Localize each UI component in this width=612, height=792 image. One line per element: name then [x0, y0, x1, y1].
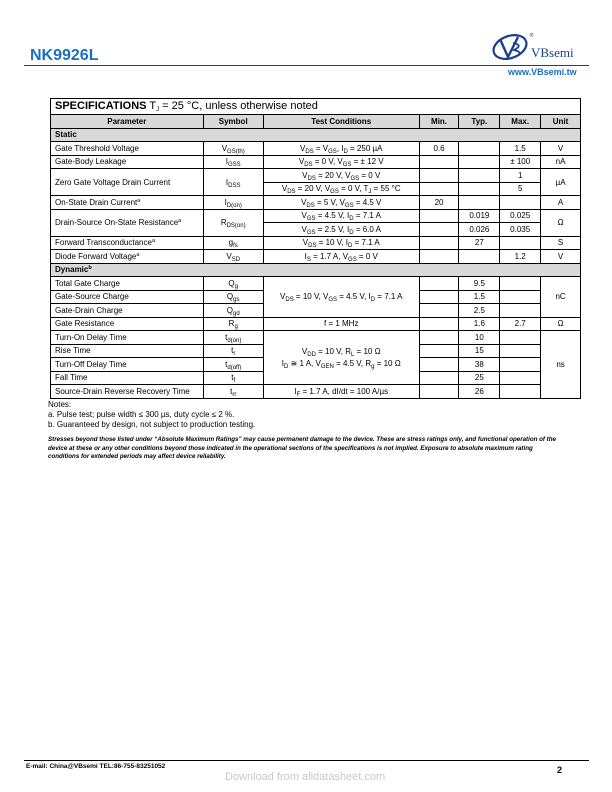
- min: [419, 331, 459, 345]
- typ: 1.6: [459, 317, 500, 331]
- max: [500, 385, 541, 399]
- section-dynamic: Dynamic$^b$: [51, 263, 581, 277]
- min: [419, 250, 459, 264]
- symbol: $Q_g$: [203, 277, 263, 291]
- typ: [459, 182, 500, 196]
- min: [419, 304, 459, 318]
- col-max: Max.: [500, 115, 541, 129]
- param: On-State Drain Current$^a$: [51, 196, 204, 210]
- symbol: $V_{GS(th)}$: [203, 142, 263, 156]
- min: [419, 371, 459, 385]
- table-row: [51, 209, 581, 223]
- notes: [48, 400, 255, 430]
- symbol: $Q_{gs}$: [203, 290, 263, 304]
- param: Forward Transconductance$^a$: [51, 236, 204, 250]
- param: Gate-Drain Charge: [51, 304, 204, 318]
- condition: f = 1 MHz: [263, 317, 419, 331]
- param: Gate Resistance: [51, 317, 204, 331]
- min: [419, 344, 459, 358]
- specifications-table: [50, 98, 581, 399]
- unit: V: [541, 250, 581, 264]
- max: 1.5: [500, 142, 541, 156]
- typ: 2.5: [459, 304, 500, 318]
- param: Diode Forward Voltage$^a$: [51, 250, 204, 264]
- max: [500, 277, 541, 291]
- max: [500, 236, 541, 250]
- condition: $V_{DS} = 10$ V, $I_D = 7.1$ A: [263, 236, 419, 250]
- max: ± 100: [500, 155, 541, 169]
- param: Turn-On Delay Time: [51, 331, 204, 345]
- unit: nC: [541, 277, 581, 318]
- symbol: $I_{D(on)}$: [203, 196, 263, 210]
- col-min: Min.: [419, 115, 459, 129]
- symbol: $t_f$: [203, 371, 263, 385]
- unit: Ω: [541, 209, 581, 236]
- table-row: [51, 385, 581, 399]
- typ: 0.026: [459, 223, 500, 237]
- max: [500, 358, 541, 372]
- min: [419, 236, 459, 250]
- condition: $V_{GS} = 4.5$ V, $I_D = 7.1$ A: [263, 209, 419, 223]
- max: 0.025: [500, 209, 541, 223]
- min: [419, 277, 459, 291]
- param: Zero Gate Voltage Drain Current: [51, 169, 204, 196]
- param: Drain-Source On-State Resistance$^a$: [51, 209, 204, 236]
- symbol: $t_{rr}$: [203, 385, 263, 399]
- table-row: [51, 196, 581, 210]
- max: [500, 304, 541, 318]
- max: [500, 196, 541, 210]
- param: Fall Time: [51, 371, 204, 385]
- column-headers: [51, 115, 581, 129]
- unit: A: [541, 196, 581, 210]
- logo-text: VBsemi: [531, 45, 574, 60]
- symbol: $t_{d(off)}$: [203, 358, 263, 372]
- col-unit: Unit: [541, 115, 581, 129]
- param: Source-Drain Reverse Recovery Time: [51, 385, 204, 399]
- typ: 10: [459, 331, 500, 345]
- table-row: [51, 250, 581, 264]
- typ: [459, 250, 500, 264]
- table-row: [51, 317, 581, 331]
- max: 0.035: [500, 223, 541, 237]
- param: Turn-Off Delay Time: [51, 358, 204, 372]
- condition: $V_{DS} = 20$ V, $V_{GS} = 0$ V: [263, 169, 419, 183]
- min: [419, 358, 459, 372]
- notes-label: Notes:: [48, 400, 72, 409]
- stress-disclaimer: Stresses beyond those listed under “Absolute Maximum Ratings” may cause permanent damage to the device. These are stress ratings only, and functional operation of the device at these or any other conditions beyond those indicated in the operational sections of the specifications is not implied. Exposure to absolute maximum rating conditions for extended periods may affect device reliability.: [48, 436, 556, 460]
- condition: $V_{DS} = 0$ V, $V_{GS}$ = ± 12 V: [263, 155, 419, 169]
- param: Gate-Body Leakage: [51, 155, 204, 169]
- param: Gate-Source Charge: [51, 290, 204, 304]
- min: 20: [419, 196, 459, 210]
- symbol: $R_g$: [203, 317, 263, 331]
- col-symbol: Symbol: [203, 115, 263, 129]
- max: [500, 331, 541, 345]
- max: 5: [500, 182, 541, 196]
- max: 1: [500, 169, 541, 183]
- min: [419, 223, 459, 237]
- param: Total Gate Charge: [51, 277, 204, 291]
- symbol: $I_{DSS}$: [203, 169, 263, 196]
- footer-rule: [24, 760, 589, 761]
- max: [500, 344, 541, 358]
- typ: 25: [459, 371, 500, 385]
- condition: $V_{GS} = 2.5$ V, $I_D = 6.0$ A: [263, 223, 419, 237]
- section-static: Static: [51, 128, 581, 142]
- registered-mark: ®: [529, 33, 534, 39]
- website-link[interactable]: www.VBsemi.tw: [508, 67, 577, 77]
- table-title: SPECIFICATIONS $T_J = 25$ °C, unless otherwise noted: [51, 99, 581, 115]
- symbol: $g_{fs}$: [203, 236, 263, 250]
- part-number: NK9926L: [30, 47, 99, 64]
- symbol: $t_r$: [203, 344, 263, 358]
- min: [419, 290, 459, 304]
- symbol: $R_{DS(on)}$: [203, 209, 263, 236]
- typ: 9.5: [459, 277, 500, 291]
- max: 2.7: [500, 317, 541, 331]
- col-test-conditions: Test Conditions: [263, 115, 419, 129]
- table-row: [51, 155, 581, 169]
- col-parameter: Parameter: [51, 115, 204, 129]
- table-row: [51, 142, 581, 156]
- min: [419, 169, 459, 183]
- condition: $V_{DS} = 20$ V, $V_{GS} = 0$ V, $T_J = 55$ °C: [263, 182, 419, 196]
- typ: [459, 169, 500, 183]
- typ: 27: [459, 236, 500, 250]
- unit: nA: [541, 155, 581, 169]
- typ: 15: [459, 344, 500, 358]
- typ: [459, 196, 500, 210]
- symbol: $I_{GSS}$: [203, 155, 263, 169]
- condition: $I_F = 1.7$ A, dI/dt = 100 A/µs: [263, 385, 419, 399]
- table-row: [51, 277, 581, 291]
- symbol: $Q_{gd}$: [203, 304, 263, 318]
- typ: 38: [459, 358, 500, 372]
- typ: 26: [459, 385, 500, 399]
- col-typ: Typ.: [459, 115, 500, 129]
- min: [419, 317, 459, 331]
- table-row: [51, 169, 581, 183]
- page-number: 2: [557, 765, 563, 775]
- min: [419, 182, 459, 196]
- table-row: [51, 236, 581, 250]
- max: [500, 371, 541, 385]
- unit: ns: [541, 331, 581, 399]
- footer-contact: E-mail: China@VBsemi TEL:86-755-83251052: [26, 763, 166, 770]
- watermark: Download from alldatasheet.com: [225, 771, 386, 783]
- condition: $V_{DS} = 10$ V, $V_{GS} = 4.5$ V, $I_D = 7.1$ A: [263, 277, 419, 318]
- symbol: $t_{d(on)}$: [203, 331, 263, 345]
- min: 0.6: [419, 142, 459, 156]
- condition: $V_{DS} = 5$ V, $V_{GS} = 4.5$ V: [263, 196, 419, 210]
- param: Rise Time: [51, 344, 204, 358]
- condition: $V_{DS} = V_{GS}$, $I_D = 250$ µA: [263, 142, 419, 156]
- symbol: $V_{SD}$: [203, 250, 263, 264]
- note-a: a. Pulse test; pulse width ≤ 300 µs, duty cycle ≤ 2 %.: [48, 410, 235, 419]
- typ: 1.5: [459, 290, 500, 304]
- typ: [459, 142, 500, 156]
- max: [500, 290, 541, 304]
- min: [419, 385, 459, 399]
- note-b: b. Guaranteed by design, not subject to production testing.: [48, 420, 256, 429]
- table-row: [51, 331, 581, 345]
- unit: Ω: [541, 317, 581, 331]
- unit: µA: [541, 169, 581, 196]
- header-rule: [24, 65, 589, 66]
- unit: S: [541, 236, 581, 250]
- max: 1.2: [500, 250, 541, 264]
- min: [419, 209, 459, 223]
- condition: $I_S = 1.7$ A, $V_{GS} = 0$ V: [263, 250, 419, 264]
- typ: 0.019: [459, 209, 500, 223]
- typ: [459, 155, 500, 169]
- condition: $V_{DD} = 10$ V, $R_L = 10$ Ω $I_D$ ≅ 1 A, $V_{GEN} = 4.5$ V, $R_g = 10$ Ω: [263, 331, 419, 385]
- unit: V: [541, 142, 581, 156]
- param: Gate Threshold Voltage: [51, 142, 204, 156]
- min: [419, 155, 459, 169]
